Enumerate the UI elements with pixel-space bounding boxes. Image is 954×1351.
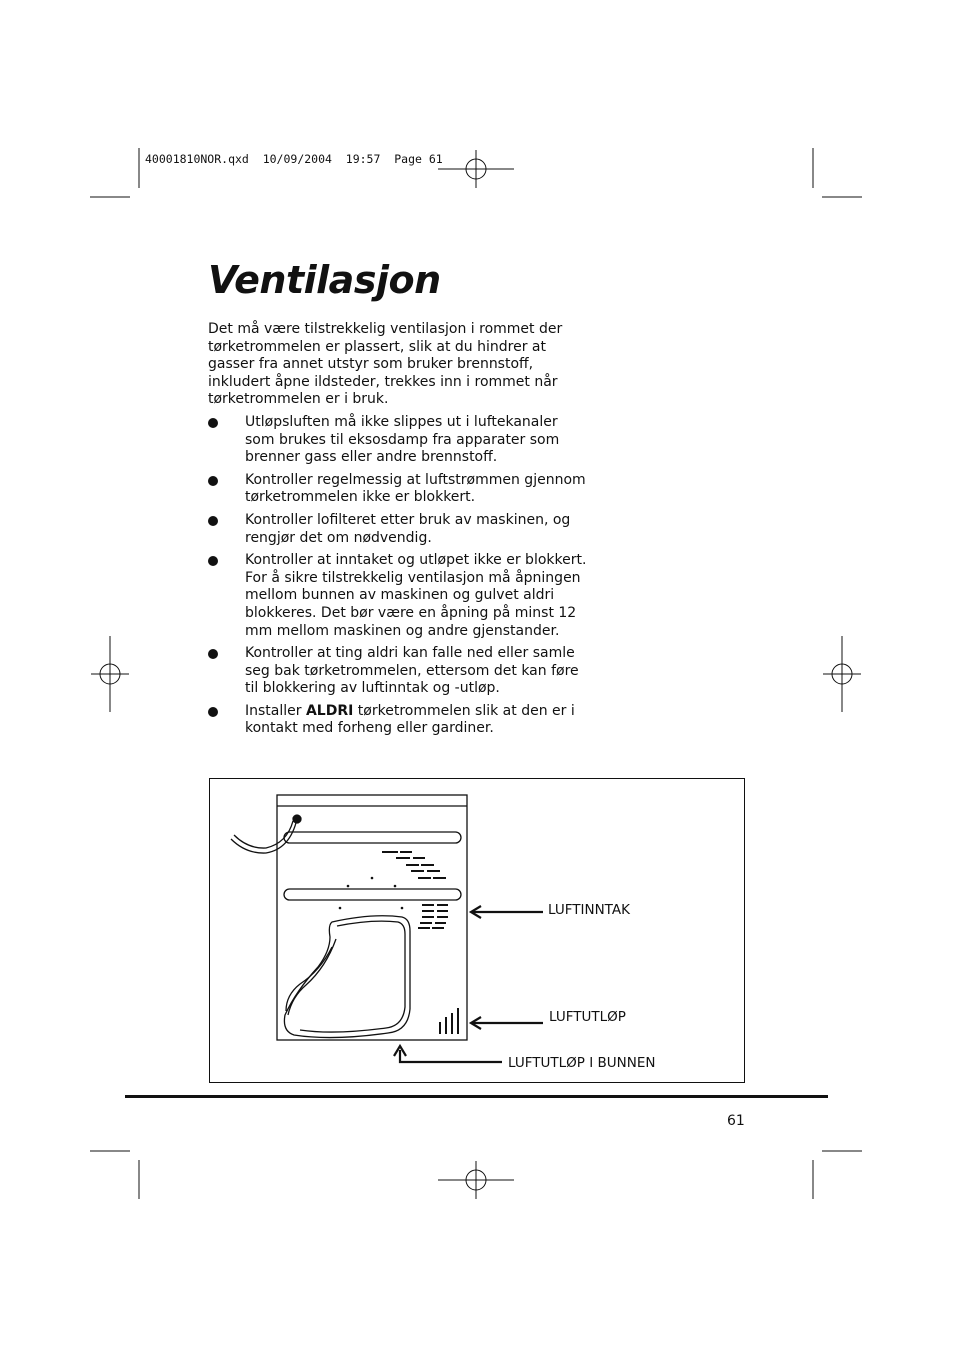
page-title: Ventilasjon <box>208 258 441 302</box>
list-item-text-start: Installer <box>245 702 306 719</box>
dryer-ventilation-figure <box>209 778 745 1083</box>
list-item-text-end: tørketrommelen slik at den er i kontakt med forheng eller gardiner. <box>245 702 575 737</box>
label-air-intake: LUFTINNTAK <box>548 902 630 918</box>
list-item <box>208 414 588 467</box>
emphasis-never: ALDRI <box>305 702 354 719</box>
bullet-icon <box>208 707 218 717</box>
bullet-icon <box>208 516 218 526</box>
page-number: 61 <box>727 1113 745 1129</box>
registration-target-right <box>823 636 861 712</box>
dryer-illustration <box>210 779 744 1082</box>
list-item-text <box>245 703 575 737</box>
registration-target-left <box>91 636 129 712</box>
list-item <box>208 703 588 738</box>
bullet-icon <box>208 418 218 428</box>
footer-rule <box>125 1095 828 1098</box>
list-item <box>208 552 588 640</box>
registration-target-bottom <box>438 1161 514 1199</box>
bullet-icon <box>208 476 218 486</box>
list-item <box>208 512 588 547</box>
file-slug-line: 40001810NOR.qxd 10/09/2004 19:57 Page 61 <box>145 152 443 166</box>
bullet-list <box>208 414 588 738</box>
list-item-text: Kontroller lofilteret etter bruk av maskinen, og rengjør det om nødvendig. <box>245 511 571 546</box>
list-item-text: Kontroller at ting aldri kan falle ned eller samle seg bak tørketrommelen, ettersom det kan føre til blokkering av luftinntak og -utløp. <box>245 645 579 697</box>
bullet-icon <box>208 649 218 659</box>
list-item <box>208 645 588 698</box>
body-text <box>208 321 588 743</box>
label-bottom-outlet: LUFTUTLØP I BUNNEN <box>508 1055 656 1071</box>
list-item-text: Kontroller at inntaket og utløpet ikke er blokkert. For å sikre tilstrekkelig ventilasjon må åpningen mellom bunnen av maskinen og gulvet aldri blokkeres. Det bør være en åpning på minst 12 mm mellom maskinen og andre gjenstander. <box>245 552 587 639</box>
bullet-icon <box>208 556 218 566</box>
list-item <box>208 472 588 507</box>
registration-target-top <box>438 150 514 188</box>
intro-paragraph: Det må være tilstrekkelig ventilasjon i rommet der tørketrommelen er plassert, slik at du hindrer at gasser fra annet utstyr som bruker brennstoff, inkludert åpne ildsteder, trekkes inn i rommet når tørketrommelen er i bruk. <box>208 321 563 408</box>
list-item-text: Kontroller regelmessig at luftstrømmen gjennom tørketrommelen ikke er blokkert. <box>245 471 586 506</box>
label-air-outlet: LUFTUTLØP <box>549 1009 626 1025</box>
list-item-text: Utløpsluften må ikke slippes ut i luftekanaler som brukes til eksosdamp fra apparater som brenner gass eller andre brennstoff. <box>245 413 560 466</box>
